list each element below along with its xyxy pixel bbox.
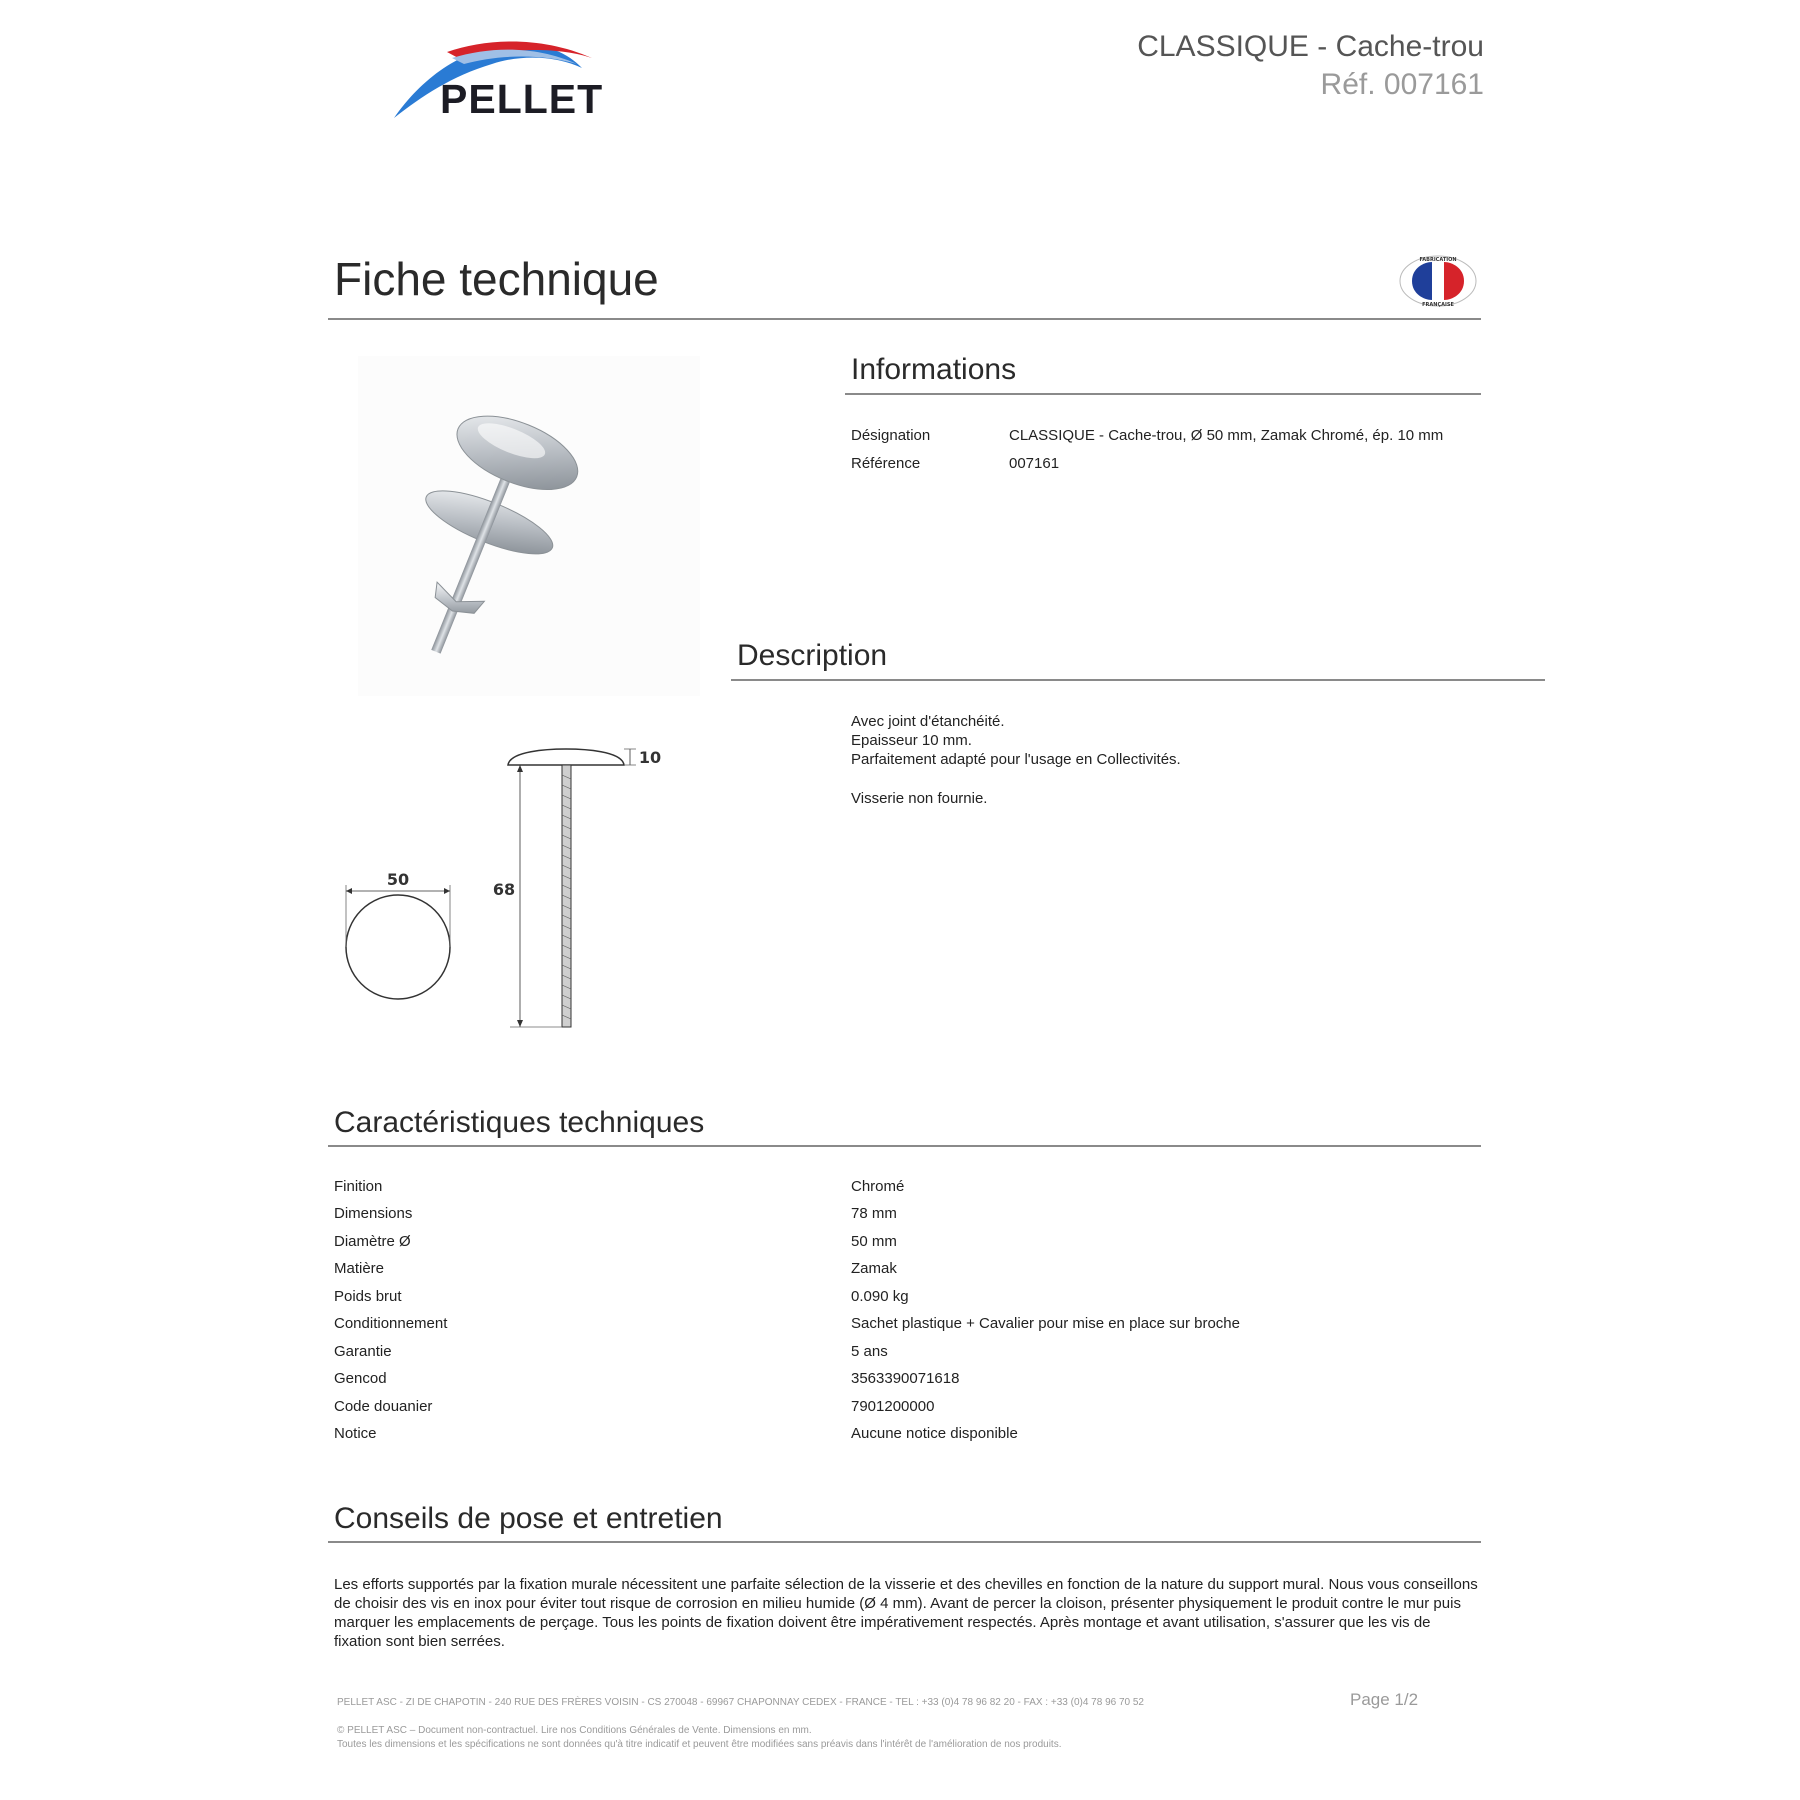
spec-label: Diamètre Ø: [334, 1233, 411, 1250]
spec-label: Matière: [334, 1260, 385, 1277]
caracteristiques-title: Caractéristiques techniques: [334, 1106, 705, 1139]
spec-value: Chromé: [851, 1178, 905, 1195]
description-title: Description: [737, 639, 888, 672]
footer-legal-line: © PELLET ASC – Document non-contractuel. Lire nos Conditions Générales de Vente. Dimensions en mm.: [337, 1725, 812, 1736]
product-photo: [358, 356, 700, 696]
description-line: Visserie non fournie.: [851, 790, 988, 807]
drawing-diameter-label: 50: [386, 870, 410, 889]
spec-label: Garantie: [334, 1343, 392, 1360]
informations-divider: [845, 393, 1481, 395]
badge-bottom-text: FRANÇAISE: [1422, 302, 1454, 308]
header-product-title: CLASSIQUE - Cache-trou: [1137, 30, 1484, 63]
page-title: Fiche technique: [334, 253, 659, 305]
conseils-divider: [328, 1541, 1481, 1543]
spec-label: Conditionnement: [334, 1315, 448, 1332]
description-line: Avec joint d'étanchéité.: [851, 713, 1005, 730]
brand-logo: [392, 38, 637, 126]
conseils-title: Conseils de pose et entretien: [334, 1502, 723, 1535]
spec-label: Poids brut: [334, 1288, 402, 1305]
spec-label: Code douanier: [334, 1398, 433, 1415]
informations-title: Informations: [851, 353, 1017, 386]
spec-value: 3563390071618: [851, 1370, 960, 1387]
info-key: Désignation: [851, 427, 931, 444]
info-value: CLASSIQUE - Cache-trou, Ø 50 mm, Zamak Chromé, ép. 10 mm: [1009, 427, 1444, 444]
footer-address: PELLET ASC - ZI DE CHAPOTIN - 240 RUE DES FRÈRES VOISIN - CS 270048 - 69967 CHAPONNAY CEDEX - FRANCE - TEL : +33 (0)4 78 96 82 20 - FAX : +33 (0)4 78 96 70 52: [337, 1697, 1144, 1708]
brand-name: PELLET: [440, 76, 604, 122]
spec-value: Zamak: [851, 1260, 897, 1277]
fabrication-francaise-badge: [1398, 254, 1478, 308]
spec-value: 5 ans: [851, 1343, 888, 1360]
spec-value: Aucune notice disponible: [851, 1425, 1018, 1442]
page-number: Page 1/2: [1350, 1690, 1419, 1709]
info-value: 007161: [1009, 455, 1060, 472]
spec-label: Gencod: [334, 1370, 387, 1387]
drawing-top-view-circle: [346, 895, 450, 999]
drawing-thickness-label: 10: [638, 748, 662, 767]
caracteristiques-divider: [328, 1145, 1481, 1147]
header-reference: Réf. 007161: [1320, 68, 1484, 101]
spec-value: 78 mm: [851, 1205, 897, 1222]
conseils-paragraph: Les efforts supportés par la fixation murale nécessitent une parfaite sélection de la visserie et des chevilles en fonction de la nature du support mural. Nous vous conseillons de choisir des vis en inox pour éviter tout risque de corrosion en milieu humide (Ø 4 mm). Avant de percer la cloison, présenter physiquement le produit contre le mur puis marquer les emplacements de perçage. Tous les points de fixation doivent être impérativement respectés. Après montage et avant utilisation, s'assurer que les vis de fixation sont bien serrées.: [334, 1576, 1478, 1650]
drawing-length-label: 68: [492, 880, 516, 899]
badge-top-text: FABRICATION: [1419, 257, 1457, 263]
french-flag-icon: [1398, 254, 1478, 308]
spec-value: Sachet plastique + Cavalier pour mise en place sur broche: [851, 1315, 1240, 1332]
spec-value: 7901200000: [851, 1398, 935, 1415]
description-line: Parfaitement adapté pour l'usage en Collectivités.: [851, 751, 1181, 768]
spec-label: Finition: [334, 1178, 383, 1195]
spec-label: Dimensions: [334, 1205, 413, 1222]
info-key: Référence: [851, 455, 921, 472]
description-divider: [731, 679, 1545, 681]
spec-label: Notice: [334, 1425, 377, 1442]
spec-value: 0.090 kg: [851, 1288, 909, 1305]
footer-legal-line: Toutes les dimensions et les spécifications ne sont données qu'à titre indicatif et peuvent être modifiées sans préavis dans l'intérêt de l'amélioration de nos produits.: [337, 1739, 1062, 1750]
technical-drawing: [338, 735, 662, 1035]
spec-value: 50 mm: [851, 1233, 897, 1250]
drawing-side-view-rod: [562, 765, 571, 1027]
title-divider: [328, 318, 1481, 320]
description-line: Epaisseur 10 mm.: [851, 732, 972, 749]
drawing-side-view-cap: [508, 749, 624, 765]
